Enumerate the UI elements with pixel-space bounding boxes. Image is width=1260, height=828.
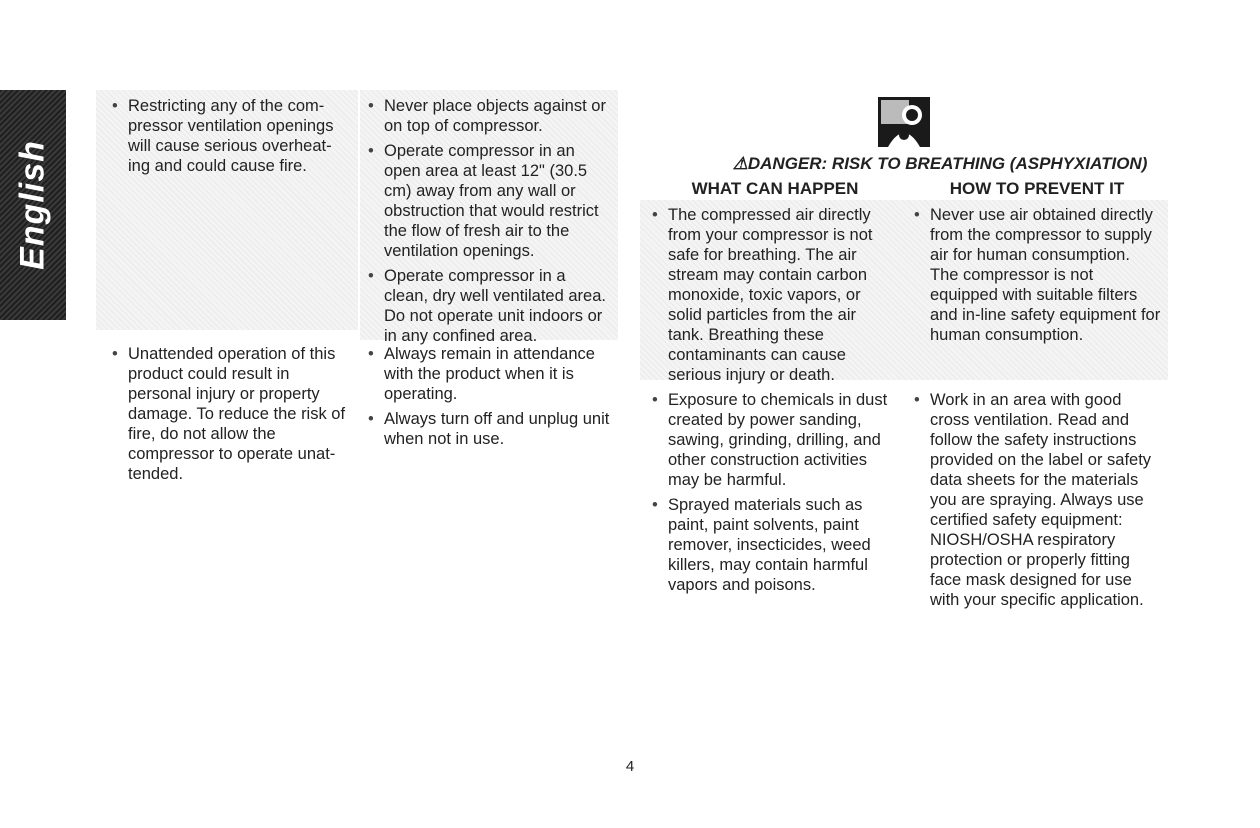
what-list xyxy=(652,390,894,595)
left-list xyxy=(112,344,348,484)
middle-shaded-list xyxy=(368,96,612,346)
list-item: • Never use air obtained directly from the compressor to supply air for human consumption. The compressor is not equipped with suitable filters and in-line safety equipment for human consumption. xyxy=(914,205,1162,345)
list-item: • The compressed air directly from your compressor is not safe for breathing. The air stream may contain carbon monoxide, toxic vapors, or solid particles from the air tank. Breathing these contaminants can cause serious injury or death. xyxy=(652,205,894,385)
list-item: • Unattended operation of this product could result in personal injury or property damage. To reduce the risk of fire, do not allow the compressor to operate unat-tended. xyxy=(112,344,348,484)
left-shaded-list xyxy=(112,96,348,176)
what-can-happen-header: WHAT CAN HAPPEN xyxy=(691,179,859,198)
list-item: • Sprayed materials such as paint, paint solvents, paint remover, insecticides, weed killers, may contain harmful vapors and poisons. xyxy=(652,495,894,595)
middle-list xyxy=(368,344,612,449)
page-number: 4 xyxy=(625,758,635,775)
what-shaded-list xyxy=(652,205,894,385)
language-tab-label: English xyxy=(13,140,52,270)
list-item: • Restricting any of the com-pressor ventilation openings will cause serious overheat-ing and could cause fire. xyxy=(112,96,348,176)
left-column xyxy=(112,96,348,181)
list-item: • Always turn off and unplug unit when not in use. xyxy=(368,409,612,449)
list-item: • Never place objects against or on top of compressor. xyxy=(368,96,612,136)
list-item: • Operate compressor in a clean, dry well ventilated area. Do not operate unit indoors or in any confined area. xyxy=(368,266,612,346)
what-can-happen-column xyxy=(652,205,894,390)
how-shaded-list xyxy=(914,205,1162,345)
asphyxiation-hazard-icon xyxy=(878,97,930,147)
how-to-prevent-column xyxy=(914,205,1162,350)
list-item: • Always remain in attendance with the product when it is operating. xyxy=(368,344,612,404)
list-item: • Exposure to chemicals in dust created by power sanding, sawing, grinding, drilling, and other construction activities may be harmful. xyxy=(652,390,894,490)
danger-title-text: DANGER: RISK TO BREATHING (ASPHYXIATION) xyxy=(747,154,1148,173)
how-list xyxy=(914,390,1162,610)
how-to-prevent-column-lower xyxy=(914,390,1162,615)
how-to-prevent-header: HOW TO PREVENT IT xyxy=(949,179,1125,198)
middle-column xyxy=(368,96,612,351)
left-column-lower xyxy=(112,344,348,489)
middle-column-lower xyxy=(368,344,612,454)
warning-triangle-icon: ⚠ xyxy=(732,154,748,173)
list-item: • Work in an area with good cross ventilation. Read and follow the safety instructions provided on the label or safety data sheets for the materials you are spraying. Always use certified safety equipment: NIOSH/OSHA respiratory protection or properly fitting face mask designed for use with your specific application. xyxy=(914,390,1162,610)
danger-title xyxy=(640,154,1240,174)
what-can-happen-column-lower xyxy=(652,390,894,600)
language-tab xyxy=(0,90,66,320)
list-item: • Operate compressor in an open area at least 12" (30.5 cm) away from any wall or obstruction that would restrict the flow of fresh air to the ventilation openings. xyxy=(368,141,612,261)
